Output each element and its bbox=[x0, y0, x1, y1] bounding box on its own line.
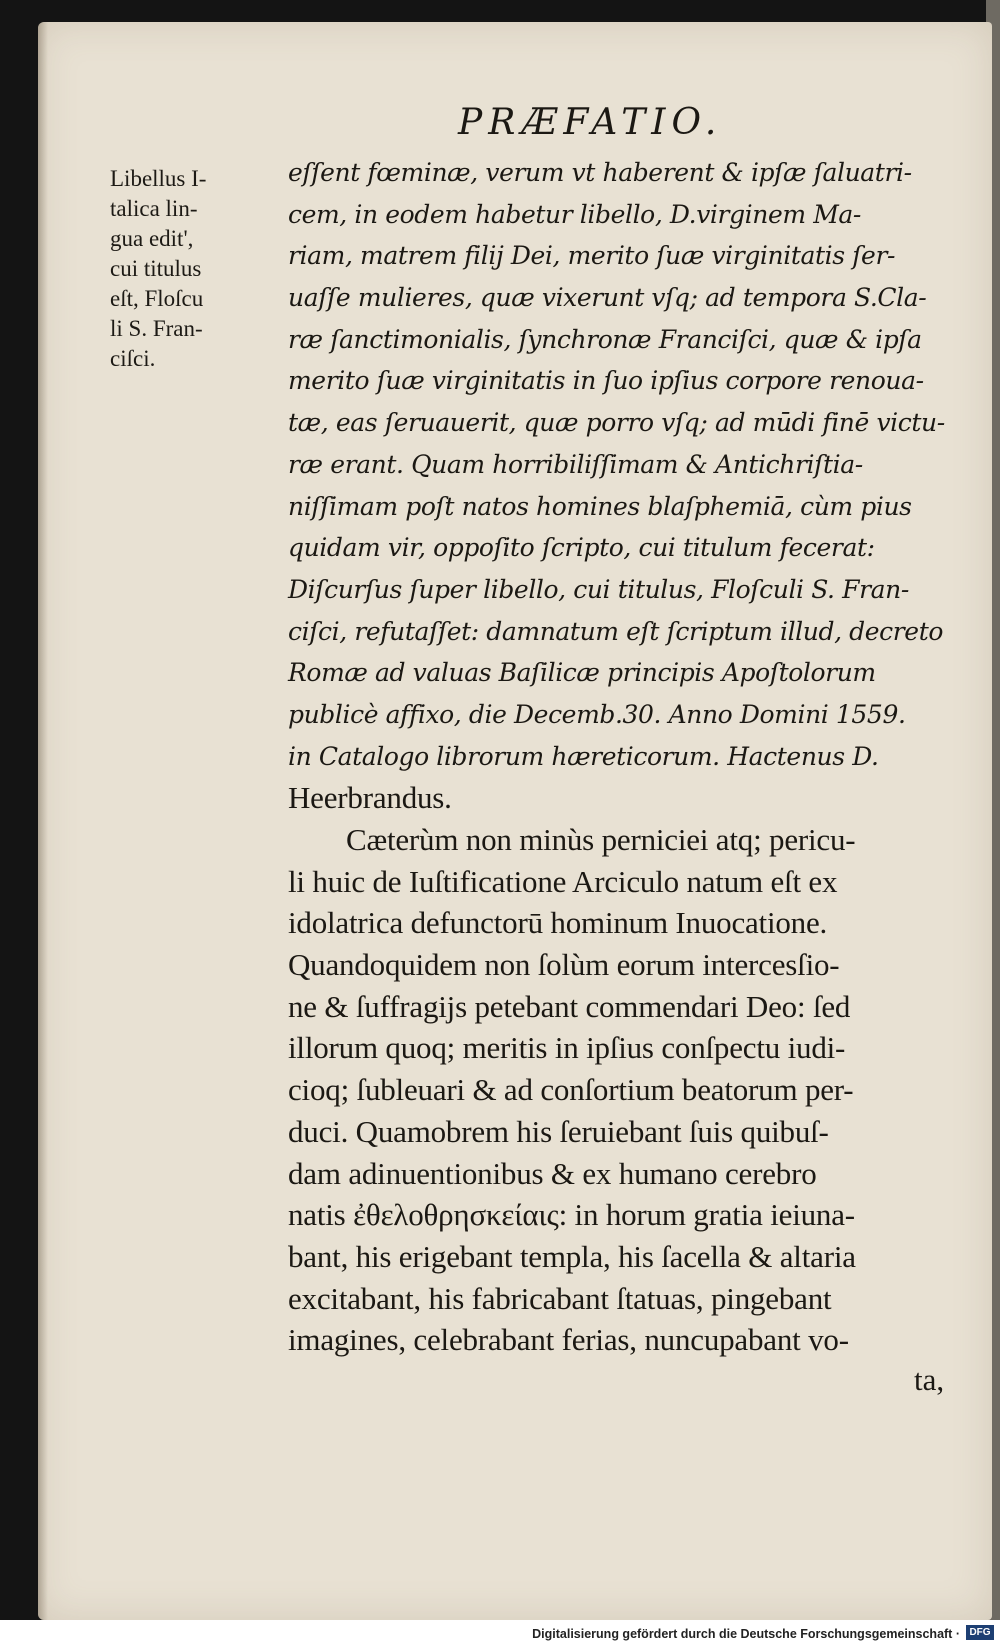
marginal-note-line: eſt, Floſcu bbox=[110, 286, 204, 311]
roman-text-line: natis ἐθελοθρησκείαις: in horum gratia ieiuna- bbox=[288, 1197, 855, 1233]
italic-text-line: riam, matrem filij Dei, merito ſuæ virginitatis ſer- bbox=[288, 241, 896, 271]
italic-text-line: uaſſe mulieres, quæ vixerunt vſq; ad tempora S.Cla- bbox=[288, 283, 927, 313]
marginal-note-line: talica lin- bbox=[110, 196, 198, 221]
roman-text-line: ne & ſuffragijs petebant commendari Deo: ſed bbox=[288, 988, 851, 1024]
dfg-logo-icon: DFG bbox=[966, 1625, 994, 1640]
italic-text-line: Diſcurſus ſuper libello, cui titulus, Floſculi S. Fran- bbox=[288, 574, 909, 604]
italic-text-line: cem, in eodem habetur libello, D.virginem Ma- bbox=[288, 199, 861, 229]
italic-text-line: ræ ſanctimonialis, ſynchronæ Franciſci, quæ & ipſa bbox=[288, 324, 922, 354]
body-text bbox=[288, 152, 988, 1361]
italic-text-line: eſſent fœminæ, verum vt haberent & ipſæ ſaluatri- bbox=[288, 158, 912, 187]
roman-text-line: imagines, celebrabant ferias, nuncupabant vo- bbox=[288, 1322, 849, 1358]
funding-notice: Digitalisierung gefördert durch die Deutsche Forschungsgemeinschaft · bbox=[532, 1627, 960, 1641]
marginal-note-line: gua edit', bbox=[110, 226, 194, 251]
roman-text-line: cioq; ſubleuari & ad conſortium beatorum per- bbox=[288, 1072, 854, 1108]
italic-text-line: Romæ ad valuas Baſilicæ principis Apoſtolorum bbox=[288, 658, 876, 688]
running-head: PRÆFATIO. bbox=[458, 102, 723, 143]
italic-text-line: publicè affixo, die Decemb.30. Anno Domini 1559. bbox=[288, 699, 906, 729]
catchword: ta, bbox=[914, 1362, 945, 1397]
roman-text-line: illorum quoq; meritis in ipſius conſpectu iudi- bbox=[288, 1030, 846, 1066]
roman-text-line: Quandoquidem non ſolùm eorum intercesſio- bbox=[288, 947, 840, 983]
footer-bar bbox=[0, 1620, 1000, 1645]
marginal-note-line: li S. Fran- bbox=[110, 316, 203, 341]
paragraph-first-line: Cæterùm non minùs perniciei atq; pericu- bbox=[346, 822, 856, 857]
italic-text-line: quidam vir, oppoſito ſcripto, cui titulum fecerat: bbox=[288, 533, 875, 563]
italic-text-line: in Catalogo librorum hæreticorum. Hactenus D. bbox=[288, 741, 879, 771]
italic-text-line: niſſimam poſt natos homines blaſphemiā, cùm pius bbox=[288, 491, 912, 521]
marginal-note-line: Libellus I- bbox=[110, 166, 207, 191]
marginal-note-line: ciſci. bbox=[110, 346, 156, 371]
italic-text-line: tæ, eas ſeruauerit, quæ porro vſq; ad mūdi finē victu- bbox=[288, 408, 945, 438]
roman-text-line: li huic de Iuſtificatione Arciculo natum eſt ex bbox=[288, 863, 838, 899]
italic-text-line: ræ erant. Quam horribiliſſimam & Antichriſtia- bbox=[288, 449, 863, 479]
roman-text-line: Heerbrandus. bbox=[288, 780, 452, 816]
marginal-note bbox=[110, 164, 300, 374]
roman-text-line: bant, his erigebant templa, his ſacella & altaria bbox=[288, 1238, 856, 1274]
roman-text-line: dam adinuentionibus & ex humano cerebro bbox=[288, 1155, 817, 1191]
book-page bbox=[38, 22, 992, 1620]
marginal-note-line: cui titulus bbox=[110, 256, 202, 281]
page-gutter-shadow bbox=[38, 22, 48, 1620]
roman-text-line: excitabant, his fabricabant ſtatuas, pingebant bbox=[288, 1280, 832, 1316]
roman-text-line: duci. Quamobrem his ſeruiebant ſuis quibuſ- bbox=[288, 1113, 829, 1149]
italic-text-line: ciſci, refutaſſet: damnatum eſt ſcriptum illud, decreto bbox=[288, 616, 944, 646]
italic-text-line: merito ſuæ virginitatis in ſuo ipſius corpore renoua- bbox=[288, 366, 924, 396]
roman-text-line: idolatrica defunctorū hominum Inuocatione. bbox=[288, 905, 828, 941]
